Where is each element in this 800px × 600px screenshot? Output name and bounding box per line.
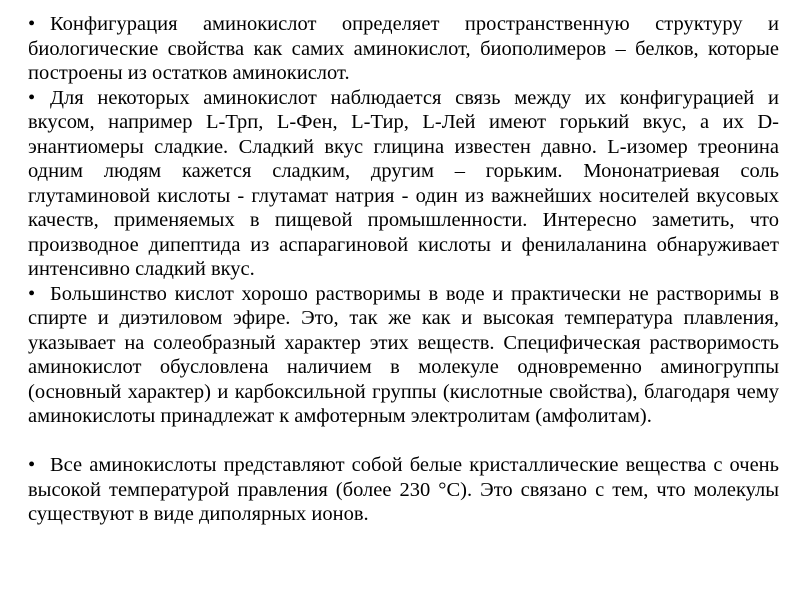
paragraph-text: Для некоторых аминокислот наблюдается связь между их конфигурацией и вкусом, например L-Трп, L-Фен, L-Тир, L-Лей имеют горький вкус, а их D-энантиомеры сладкие. Сладкий вкус глицина известен давно. L-изомер треонина одним людям кажется сладким, другим – горьким. Мононатриевая соль глутаминовой кислоты - глутамат натрия - один из важнейших носителей вкусовых качеств, применяемых в пищевой промышленности. Интересно заметить, что производное дипептида из аспарагиновой кислоты и фенилаланина обнаруживает интенсивно сладкий вкус. bbox=[28, 86, 779, 280]
slide-text-body bbox=[28, 12, 779, 527]
paragraph-text: Конфигурация аминокислот определяет пространственную структуру и биологические свойства как самих аминокислот, биополимеров – белков, которые построены из остатков аминокислот. bbox=[28, 13, 779, 84]
paragraph-crystalline bbox=[28, 453, 779, 527]
paragraph-taste bbox=[28, 86, 779, 282]
bullet-icon: • bbox=[28, 282, 36, 305]
bullet-icon: • bbox=[28, 86, 36, 109]
paragraph-text: Все аминокислоты представляют собой белые кристаллические вещества с очень высокой температурой правления (более 230 °С). Это связано с тем, что молекулы существуют в виде диполярных ионов. bbox=[28, 454, 779, 525]
bullet-icon: • bbox=[28, 454, 36, 476]
paragraph-text: Большинство кислот хорошо растворимы в воде и практически не растворимы в спирте и диэтиловом эфире. Это, так же как и высокая температура плавления, указывает на солеобразный характер этих веществ. Специфическая растворимость аминокислот обусловлена наличием в молекуле одновременно аминогруппы (основный характер) и карбоксильной группы (кислотные свойства), благодаря чему аминокислоты принадлежат к амфотерным электролитам (амфолитам). bbox=[28, 282, 779, 427]
paragraph-configuration bbox=[28, 12, 779, 86]
bullet-icon: • bbox=[28, 13, 36, 35]
paragraph-solubility bbox=[28, 282, 779, 429]
paragraph-spacer bbox=[28, 429, 779, 454]
